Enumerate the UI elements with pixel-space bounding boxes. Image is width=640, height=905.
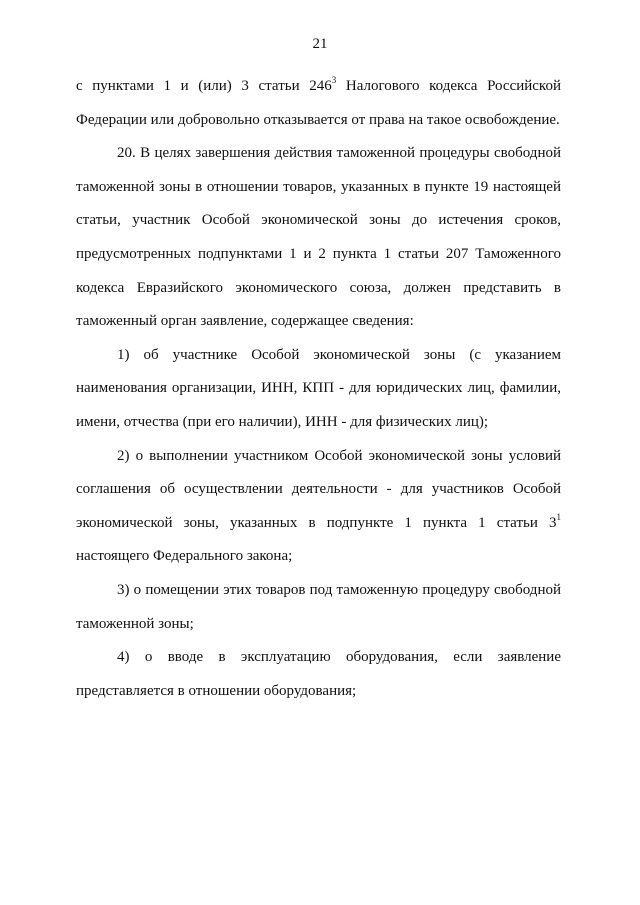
superscript: 3 (331, 75, 337, 85)
text-line: сроков, предусмотренных подпунктами 1 и 2 пункта 1 статьи 207 (76, 212, 562, 262)
text-line: настоящего Федерального закона; (76, 548, 293, 565)
list-item-1 (76, 339, 561, 440)
text-line: Таможенного кодекса Евразийского экономического союза, должен (76, 245, 561, 296)
text-line: таможенной зоны в отношении товаров, указанных в пункте 19 (76, 178, 489, 195)
list-item-4 (76, 641, 561, 708)
text-line: 2) о выполнении участником Особой экономической зоны условий (117, 447, 561, 464)
text-line: с пунктами 1 и (или) 3 статьи $246^3$ Налогового кодекса Российской (76, 75, 561, 94)
text-line: свободной таможенной зоны; (76, 581, 561, 632)
text-line: Федерации или добровольно отказывается от права на такое (76, 111, 462, 128)
text-line: 20. В целях завершения действия таможенной процедуры свободной (117, 145, 561, 162)
text-line: 4) о вводе в эксплуатацию оборудования, если заявление (117, 649, 561, 666)
text-line: представить в таможенный орган заявление, содержащее сведения: (76, 279, 562, 330)
list-item-3 (76, 574, 561, 641)
text-line: соглашения об осуществлении деятельности - для участников Особой (76, 481, 561, 498)
text-line: настоящей статьи, участник Особой экономической зоны до истечения (76, 178, 561, 229)
page-number: 21 (312, 36, 328, 52)
text-line: имени, отчества (при его наличии), ИНН - для физических лиц); (76, 413, 489, 430)
paragraph-continuation (76, 70, 561, 137)
paragraph-20 (76, 137, 561, 339)
text-line: экономической зоны, указанных в подпункте 1 пункта 1 статьи $3^1$ (76, 511, 561, 531)
list-item-2 (76, 440, 561, 574)
text-line: 1) об участнике Особой экономической зоны (с указанием (117, 346, 561, 363)
text-line: наименования организации, ИНН, КПП - для юридических лиц, фамилии, (76, 380, 561, 397)
text-line: 3) о помещении этих товаров под таможенную процедуру (117, 581, 490, 598)
document-body (76, 70, 561, 708)
superscript: 1 (556, 511, 561, 522)
text-line: представляется в отношении оборудования; (76, 682, 357, 699)
text-line: освобождение. (464, 111, 560, 128)
